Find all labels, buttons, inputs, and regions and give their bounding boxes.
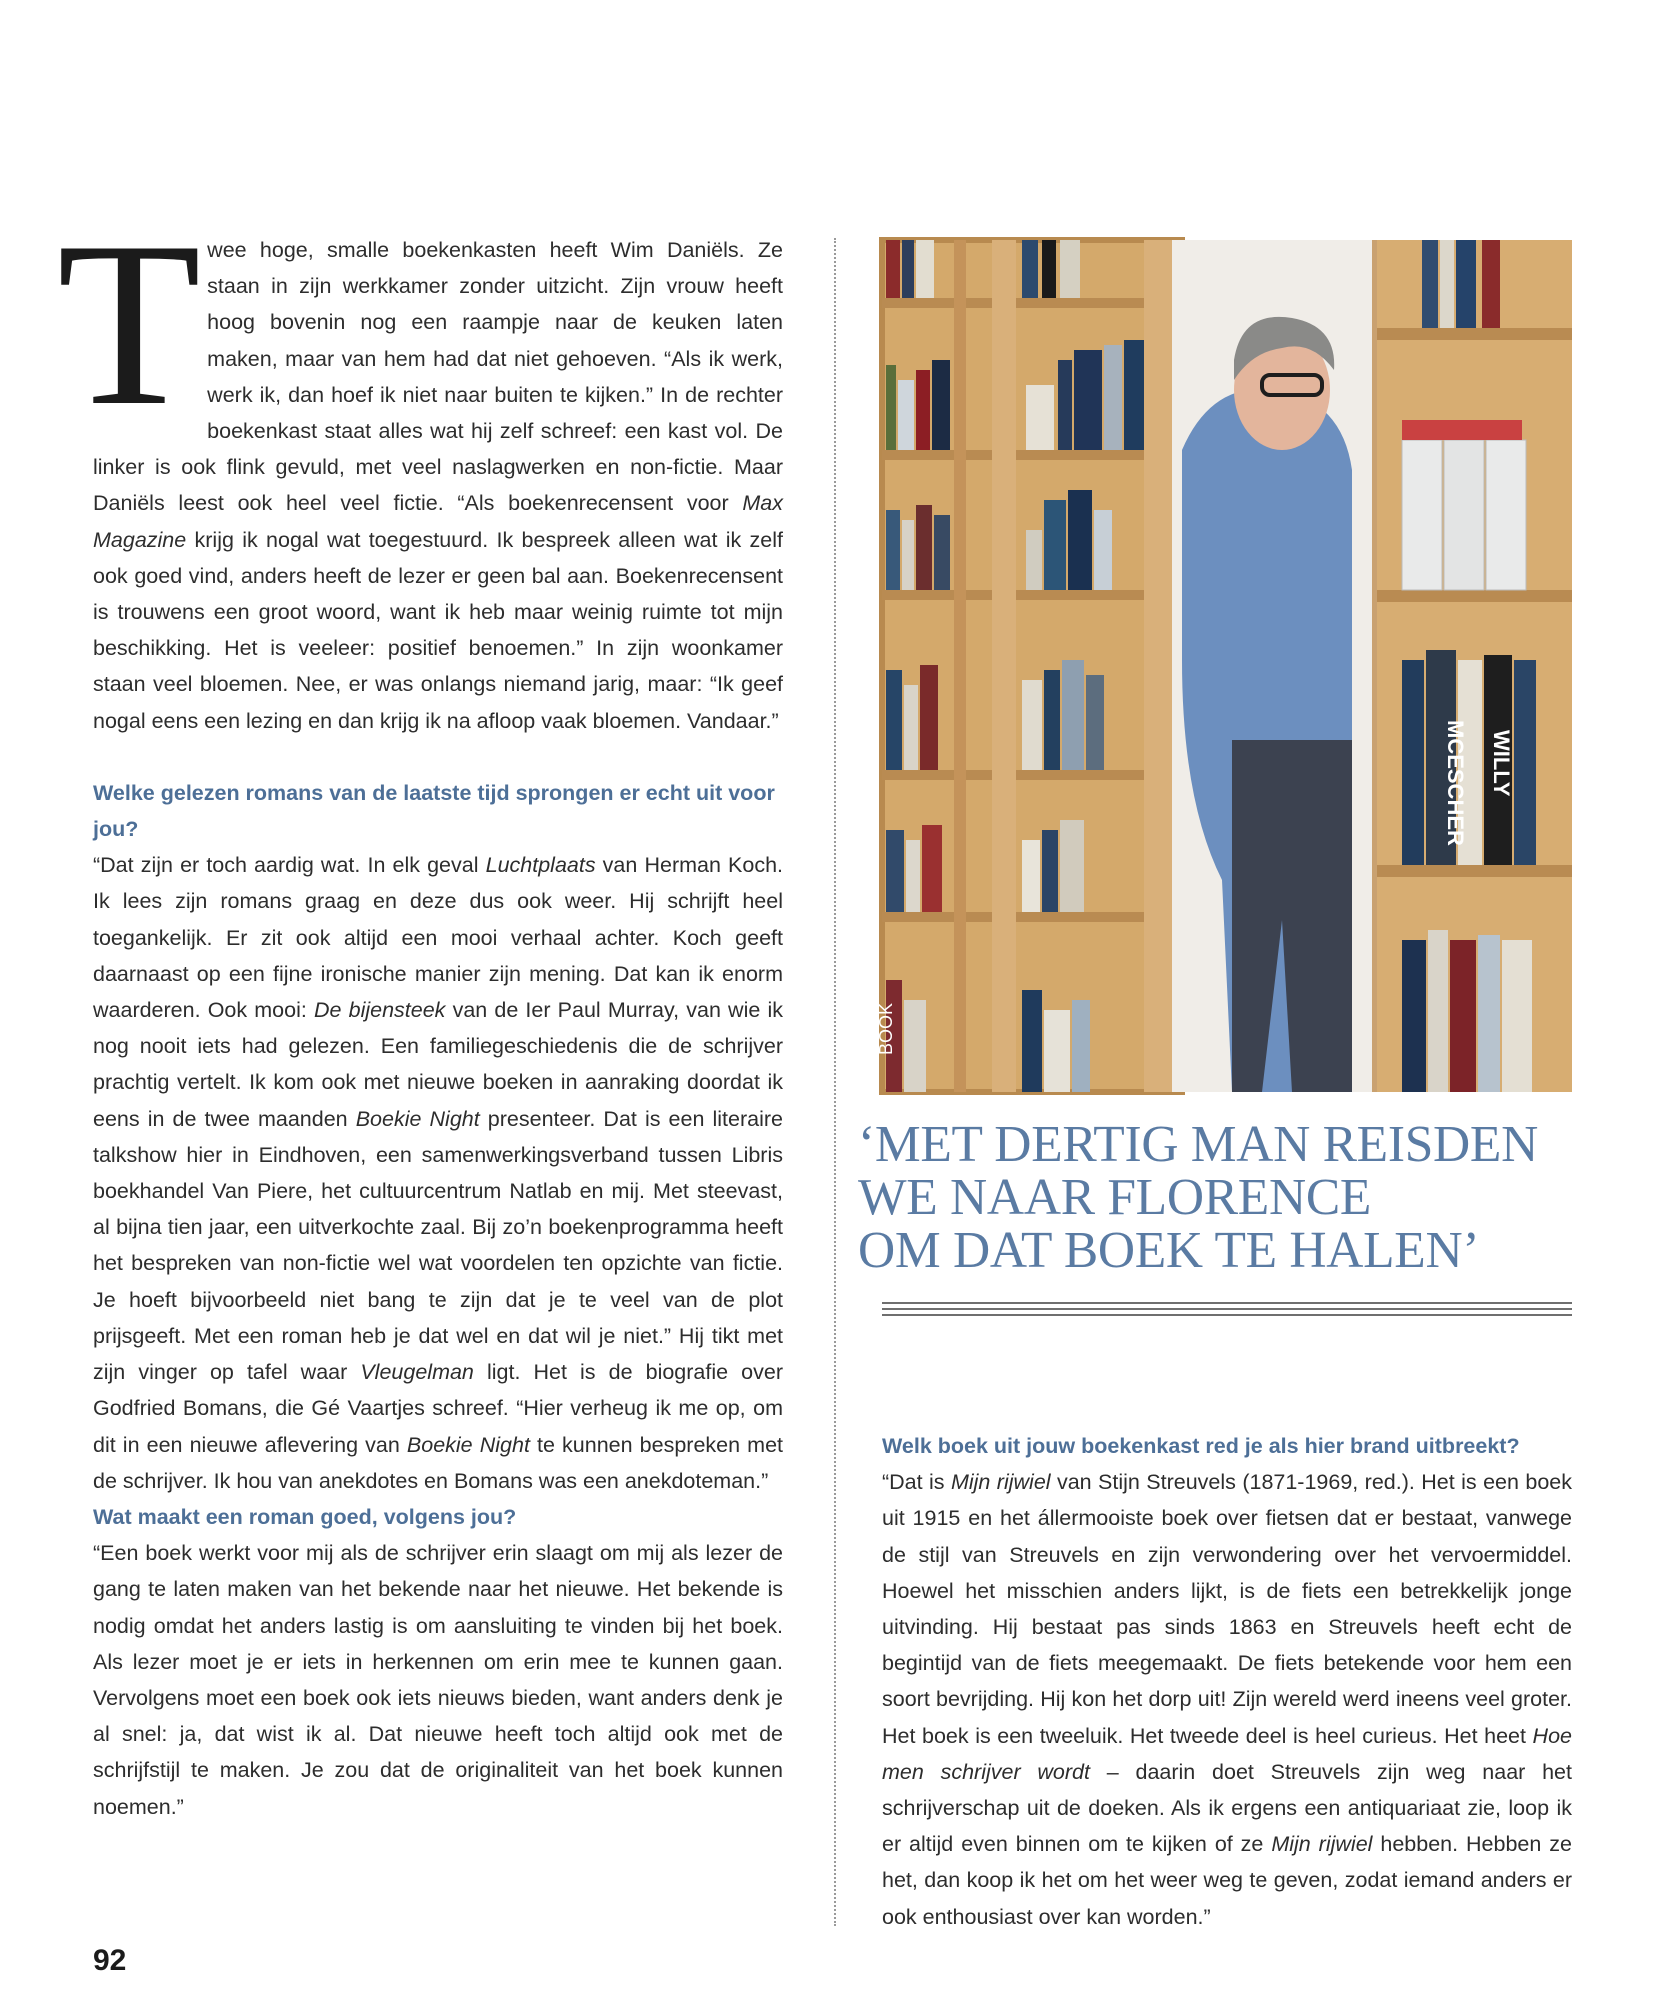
pull-quote-line: ‘MET DERTIG MAN REISDEN (858, 1116, 1538, 1173)
question-heading: Welke gelezen romans van de laatste tijd sprongen er echt uit voor jou? (93, 780, 775, 842)
decorative-rules (882, 1302, 1572, 1320)
page-number: 92 (93, 1944, 127, 1977)
right-column (882, 1428, 1572, 1935)
question-heading: Wat maakt een roman goed, volgens jou? (93, 1504, 517, 1529)
column-divider (834, 238, 836, 1926)
answer-paragraph: “Dat is Mijn rijwiel van Stijn Streuvels (1871-1969, red.). Het is een boek uit 1915 en het állermooiste boek over fietsen dat er bestaat, vanwege de stijl van Streuvels en zijn verwondering over het vervoermiddel. Hoewel het misschien anders lijkt, is de fiets een betrekkelijk jonge uitvinding. Hij bestaat pas sinds 1863 en Streuvels heeft echt de begintijd van de fiets meegemaakt. De fiets betekende voor hem een soort bevrijding. Hij kon het dorp uit! Zijn wereld werd ineens veel groter. Het boek is een tweeluik. Het tweede deel is heel curieus. Het heet Hoe men schrijver wordt – daarin doet Streuvels zijn weg naar het schrijverschap uit de doeken. Als ik ergens een antiquariaat zie, loop ik er altijd even binnen om te kijken of ze Mijn rijwiel hebben. Hebben ze het, dan koop ik het om het weer weg te geven, zodat iemand anders er ook enthousiast over kan worden.” (882, 1470, 1572, 1929)
book-spine-label: BOOK (876, 1002, 896, 1055)
question-heading: Welk boek uit jouw boekenkast red je als hier brand uitbreekt? (882, 1434, 1520, 1458)
answer-paragraph: “Een boek werkt voor mij als de schrijver erin slaagt om mij als lezer de gang te laten maken van het bekende naar het nieuwe. Het bekende is nodig omdat het anders lastig is om aansluiting te vinden bij het boek. Als lezer moet je er iets in herkennen om erin mee te kunnen gaan. Vervolgens moet een boek ook iets nieuws bieden, want anders denk je al snel: ja, dat wist ik al. Dat nieuwe heeft toch altijd ook met de schrijfstijl te maken. Je zou dat de originaliteit van het boek kunnen noemen.” (93, 1541, 783, 1819)
left-column (57, 194, 784, 1825)
pull-quote (858, 1118, 1578, 1277)
book-spine-label: MCESCHER (1443, 720, 1468, 846)
answer-paragraph: “Dat zijn er toch aardig wat. In elk geval Luchtplaats van Herman Koch. Ik lees zijn romans graag en deze dus ook weer. Hij schrijft heel toegankelijk. Er zit ook altijd een mooi verhaal achter. Koch geeft daarnaast op een fijne ironische manier zijn mening. Dat kan ik enorm waarderen. Ook mooi: De bijensteek van de Ier Paul Murray, van wie ik nog nooit iets had gelezen. Een familiegeschiedenis die de schrijver prachtig vertelt. Ik kom ook met nieuwe boeken in aanraking doordat ik eens in de twee maanden Boekie Night presenteer. Dat is een literaire talkshow hier in Eindhoven, een samenwerkingsverband tussen Libris boekhandel Van Piere, het cultuurcentrum Natlab en mij. Met steevast, al bijna tien jaar, een uitverkochte zaal. Bij zo’n boekenprogramma heeft het bespreken van non-fictie wel wat voordelen ten opzichte van fictie. Je hoeft bijvoorbeeld niet bang te zijn dat je te veel van de plot prijsgeeft. Met een roman heb je dat wel en dat wil je niet.” Hij tikt met zijn vinger op tafel waar Vleugelman ligt. Het is de biografie over Godfried Bomans, die Gé Vaartjes schreef. “Hier verheug ik me op, om dit in een nieuwe aflevering van Boekie Night te kunnen bespreken met de schrijver. Ik hou van anekdotes en Bomans was een anekdoteman.” (93, 853, 784, 1493)
pull-quote-line: OM DAT BOEK TE HALEN’ (858, 1222, 1480, 1279)
pull-quote-line: WE NAAR FLORENCE (858, 1169, 1372, 1226)
portrait-photo (876, 240, 1572, 1092)
drop-cap: T (57, 194, 202, 455)
intro-paragraph: Twee hoge, smalle boekenkasten heeft Wim Daniëls. Ze staan in zijn werkkamer zonder uitzicht. Zijn vrouw heeft hoog bovenin nog een raampje naar de keuken laten maken, maar van hem had dat niet gehoeven. “Als ik werk, werk ik, dan hoef ik niet naar buiten te kijken.” In de rechter boekenkast staat alles wat hij zelf schreef: een kast vol. De linker is ook flink gevuld, met veel naslagwerken en non-fictie. Maar Daniëls leest ook heel veel fictie. “Als boekenrecensent voor Max Magazine krijg ik nogal wat toegestuurd. Ik bespreek alleen wat ik zelf ook goed vind, anders heeft de lezer er geen bal aan. Boekenrecensent is trouwens een groot woord, want ik heb maar weinig ruimte tot mijn beschikking. Het is veeleer: positief benoemen.” In zijn woonkamer staan veel bloemen. Nee, er was onlangs niemand jarig, maar: “Ik geef nogal eens een lezing en dan krijg ik na afloop vaak bloemen. Vandaar.” (57, 194, 783, 733)
book-spine-label: WILLY (1489, 730, 1514, 797)
